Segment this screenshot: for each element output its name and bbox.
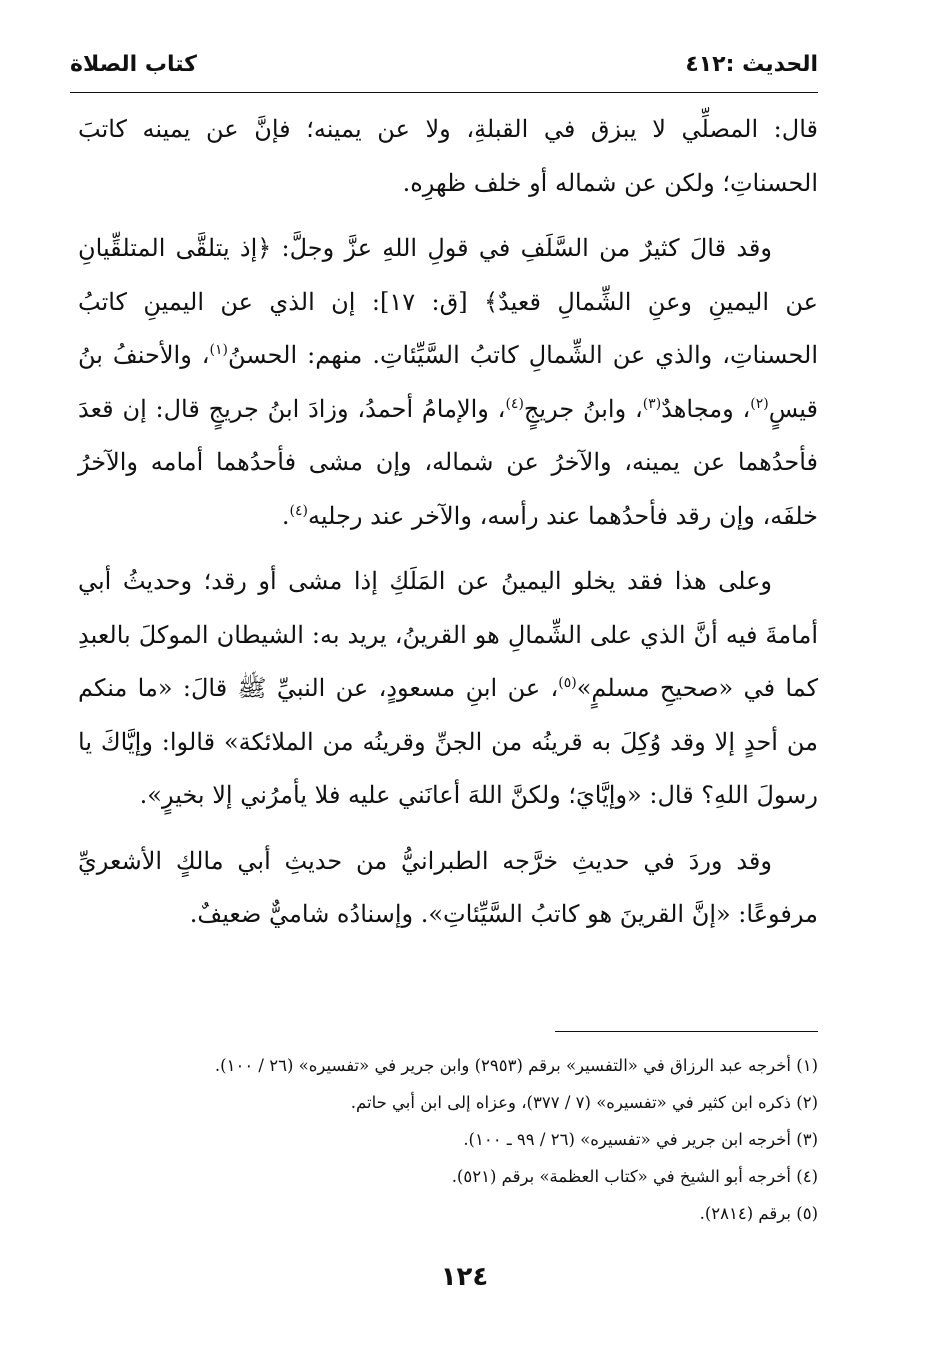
footnote-ref[interactable]: (٢) bbox=[750, 395, 769, 412]
book-title: كتاب الصلاة bbox=[70, 52, 197, 77]
footnote-4: (٤) أخرجه أبو الشيخ في «كتاب العظمة» برقم (٥٢١). bbox=[451, 1167, 818, 1186]
footnote-5: (٥) برقم (٢٨١٤). bbox=[699, 1204, 818, 1223]
footnote-2: (٢) ذكره ابن كثير في «تفسيره» (٧ / ٣٧٧)، وعزاه إلى ابن أبي حاتم. bbox=[350, 1093, 818, 1112]
footnote-ref[interactable]: (٥) bbox=[558, 675, 577, 691]
footnote-divider bbox=[555, 1031, 818, 1032]
paragraph-1: قال: المصلِّي لا يبزق في القبلةِ، ولا عن يمينه؛ فإنَّ عن يمينه كاتبَ الحسناتِ؛ ولكن عن شماله أو خلف ظهرِه. bbox=[78, 115, 818, 197]
footnotes bbox=[70, 1047, 818, 1232]
footnote-ref[interactable]: (٤) bbox=[289, 502, 309, 519]
footnote-1: (١) أخرجه عبد الرزاق في «التفسير» برقم (٢٩٥٣) وابن جرير في «تفسيره» (٢٦ / ١٠٠). bbox=[214, 1056, 818, 1075]
footnote-3: (٣) أخرجه ابن جرير في «تفسيره» (٢٦ / ٩٩ ـ ١٠٠). bbox=[463, 1130, 818, 1149]
footnote-ref[interactable]: (٤) bbox=[505, 395, 524, 412]
page-number: ١٢٤ bbox=[440, 1262, 489, 1292]
hadith-number-label: الحديث :٤١٢ bbox=[685, 52, 818, 77]
running-header bbox=[70, 50, 818, 86]
footnote-ref[interactable]: (١) bbox=[209, 342, 228, 358]
paragraph-2: وقد قالَ كثيرٌ من السَّلَفِ في قولِ اللهِ عزَّ وجلَّ: ﴿إذ يتلقَّى المتلقِّيانِ عن اليمينِ وعنِ الشِّمالِ قعيدٌ﴾ [ق: ١٧]: إن الذي عن اليمينِ كاتبُ الحسناتِ، والذي عن الشِّمالِ كاتبُ السَّيِّئاتِ. منهم: الحسنُ$^{(١)}$، والأحنفُ بنُ قيسٍ$^{(٢)}$، ومجاهدٌ$^{(٣)}$، وابنُ جريجٍ$^{(٤)}$، والإمامُ أحمدُ، وزادَ ابنُ جريجٍ قال: إن قعدَ فأحدُهما عن يمينه، والآخرُ عن شماله، وإن مشى فأحدُهما أمامه والآخرُ خلفَه، وإن رقد فأحدُهما عند رأسه، والآخر عند رجليه$^{(٤)}$. bbox=[78, 234, 818, 530]
paragraph-4: وقد وردَ في حديثِ خرَّجه الطبرانيُّ من حديثِ أبي مالكٍ الأشعريِّ مرفوعًا: «إنَّ القرينَ هو كاتبُ السَّيِّئاتِ». وإسنادُه شاميٌّ ضعيفٌ. bbox=[78, 846, 818, 928]
footnote-ref[interactable]: (٣) bbox=[642, 395, 662, 412]
paragraph-3: وعلى هذا فقد يخلو اليمينُ عن المَلَكِ إذا مشى أو رقد؛ وحديثُ أبي أمامةَ فيه أنَّ الذي على الشِّمالِ هو القرينُ، يريد به: الشيطان الموكلَ بالعبدِ كما في «صحيحِ مسلمٍ»$^{(٥)}$، عن ابنِ مسعودٍ، عن النبيِّ ﷺ قالَ: «ما منكم من أحدٍ إلا وقد وُكِلَ به قرينُه من الجنِّ وقرينُه من الملائكة» قالوا: وإيَّاكَ يا رسولَ اللهِ؟ قال: «وإيَّايَ؛ ولكنَّ اللهَ أعانَني عليه فلا يأمرُني إلا بخيرٍ». bbox=[78, 567, 818, 809]
header-divider bbox=[70, 92, 818, 93]
main-text bbox=[78, 103, 818, 954]
